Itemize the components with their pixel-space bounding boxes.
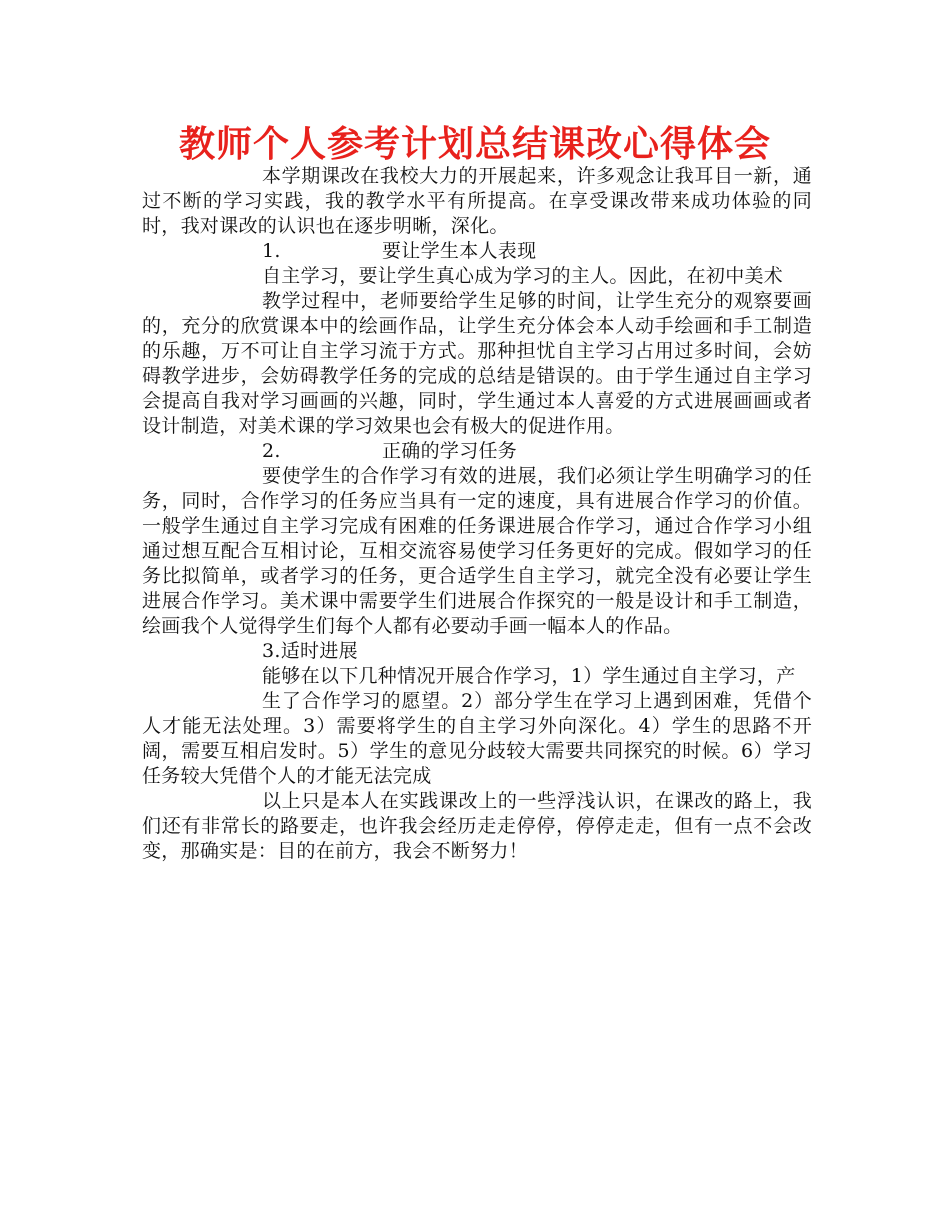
document-body	[142, 164, 812, 864]
document-title: 教师个人参考计划总结课改心得体会	[178, 124, 771, 165]
section-2-title: 正确的学习任务	[382, 440, 518, 462]
section-2-number: 2.	[262, 440, 281, 462]
section-1-paragraph-b: 教学过程中，老师要给学生足够的时间，让学生充分的观察要画的，充分的欣赏课本中的绘画作品，让学生充分体会本人动手绘画和手工制造的乐趣，万不可让自主学习流于方式。那种担忧自主学习占用过多时间，会妨碍教学进步，会妨碍教学任务的完成的总结是错误的。由于学生通过自主学习会提高自我对学习画画的兴趣，同时，学生通过本人喜爱的方式进展画画或者设计制造，对美术课的学习效果也会有极大的促进作用。	[142, 290, 812, 437]
intro-paragraph: 本学期课改在我校大力的开展起来，许多观念让我耳目一新，通过不断的学习实践，我的教学水平有所提高。在享受课改带来成功体验的同时，我对课改的认识也在逐步明晰，深化。	[142, 165, 812, 237]
section-1-title: 要让学生本人表现	[382, 240, 537, 262]
section-1-heading	[142, 239, 812, 264]
section-1-paragraph-a: 自主学习，要让学生真心成为学习的主人。因此，在初中美术	[262, 265, 784, 287]
section-3-paragraph-b: 生了合作学习的愿望。2）部分学生在学习上遇到困难，凭借个人才能无法处理。3）需要将学生的自主学习外向深化。4）学生的思路不开阔，需要互相启发时。5）学生的意见分歧较大需要共同探究的时候。6）学习任务较大凭借个人的才能无法完成	[142, 690, 812, 787]
section-1-number: 1.	[262, 240, 281, 262]
section-2-paragraph: 要使学生的合作学习有效的进展，我们必须让学生明确学习的任务，同时，合作学习的任务应当具有一定的速度，具有进展合作学习的价值。一般学生通过自主学习完成有困难的任务课进展合作学习，通过合作学习小组通过想互配合互相讨论，互相交流容易使学习任务更好的完成。假如学习的任务比拟简单，或者学习的任务，更合适学生自主学习，就完全没有必要让学生进展合作学习。美术课中需要学生们进展合作探究的一般是设计和手工制造，绘画我个人觉得学生们每个人都有必要动手画一幅本人的作品。	[142, 465, 812, 637]
section-3-paragraph-a: 能够在以下几种情况开展合作学习，1）学生通过自主学习，产	[262, 665, 796, 687]
section-3-heading: 3.适时进展	[262, 640, 358, 662]
section-2-heading	[142, 439, 812, 464]
conclusion-paragraph: 以上只是本人在实践课改上的一些浮浅认识，在课改的路上，我们还有非常长的路要走，也许我会经历走走停停，停停走走，但有一点不会改变，那确实是：目的在前方，我会不断努力！	[142, 790, 812, 862]
